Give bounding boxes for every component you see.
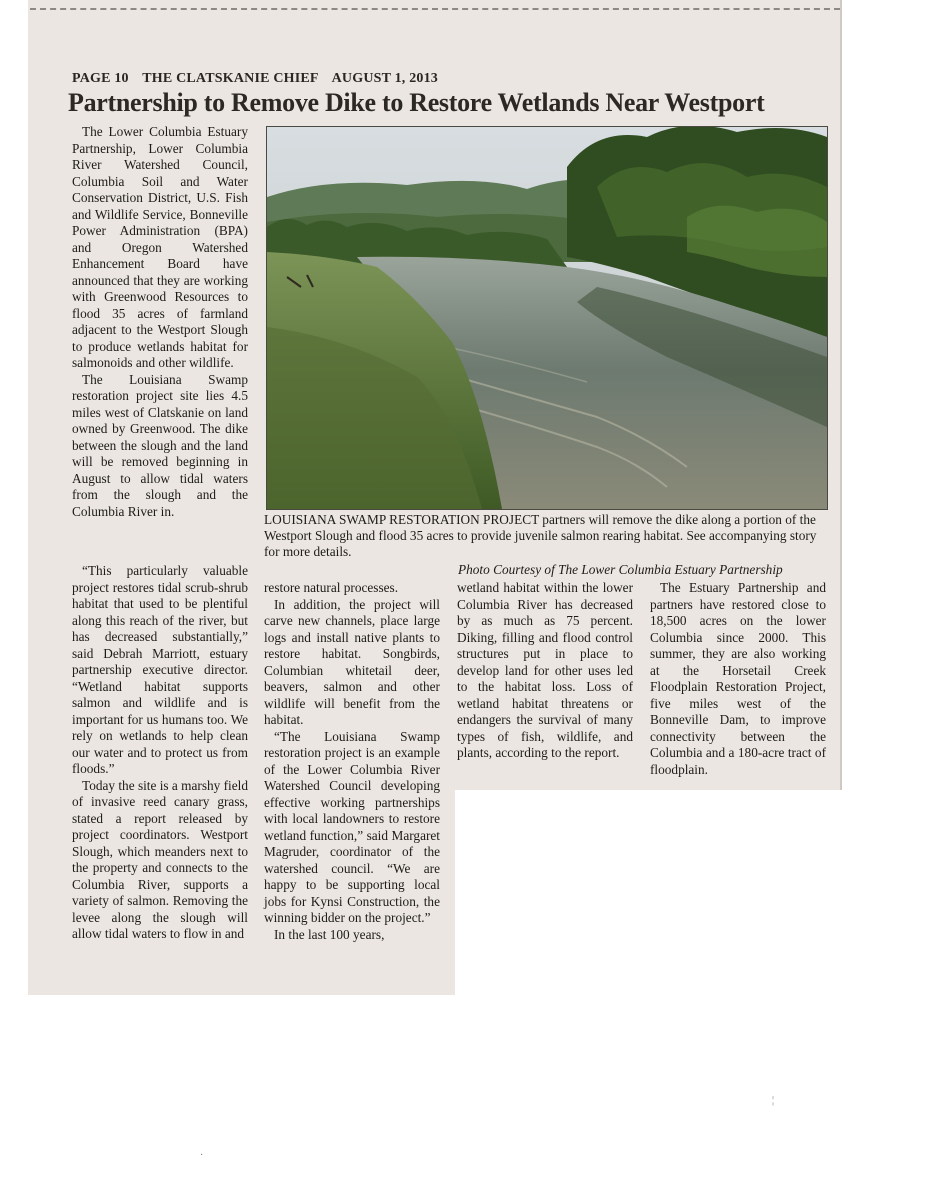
- clipping-right-edge: [840, 0, 842, 790]
- article-paragraph: “The Louisiana Swamp restoration project is an example of the Lower Columbia River Watershed Council developing effective working partnerships with local landowners to restore wetland function,” said Margaret Magruder, coordinator of the watershed council. “We are happy to be supporting local jobs for Kynsi Construction, the winning bidder on the project.”: [264, 728, 440, 925]
- article-paragraph: Today the site is a marshy field of invasive reed canary grass, stated a report released by project coordinators. Westport Slough, which meanders next to the property and connects to the Columbia River, supports a variety of salmon. Removing the levee along the slough will allow tidal waters to flow in and: [72, 777, 248, 941]
- page-number: PAGE 10: [72, 71, 129, 86]
- article-column-2: [264, 580, 440, 943]
- article-paragraph: In addition, the project will carve new channels, place large logs and install native plants to restore habitat. Songbirds, Columbian whitetail deer, beavers, salmon and other wildlife will benefit from the habitat.: [264, 596, 440, 727]
- scan-edge-line: [30, 8, 840, 12]
- scan-speck: ¦: [772, 1095, 775, 1106]
- article-paragraph: “This particularly valuable project restores tidal scrub-shrub habitat that used to be plentiful along this reach of the river, but has decreased substantially,” said Debrah Marriott, estuary partnership executive director. “Wetland habitat supports salmon and wildlife and is important for us humans too. We rely on wetlands to help clean our water and to protect us from floods.”: [72, 563, 248, 776]
- article-column-1-lower: [72, 563, 248, 943]
- article-paragraph: The Estuary Partnership and partners have restored close to 18,500 acres on the lower Columbia since 2000. This summer, they are also working at the Horsetail Creek Floodplain Restoration Project, five miles west of the Bonneville Dam, to improve connectivity between the Columbia and a 180-acre tract of floodplain.: [650, 580, 826, 777]
- article-column-4: [650, 580, 826, 778]
- article-paragraph: wetland habitat within the lower Columbia River has decreased by as much as 75 percent. Diking, filling and flood control structures put in place to develop land for other uses led to the habitat loss. Loss of wetland habitat threatens or endangers the survival of many types of fish, wildlife, and plants, according to the report.: [457, 580, 633, 760]
- scan-speck: ·: [200, 1150, 204, 1161]
- photo-caption: [264, 512, 828, 560]
- caption-title: LOUISIANA SWAMP RESTORATION PROJECT: [264, 512, 539, 527]
- article-column-1: [72, 124, 248, 520]
- article-paragraph: The Louisiana Swamp restoration project site lies 4.5 miles west of Clatskanie on land owned by Greenwood. The dike between the slough and the land will be removed beginning in August to allow tidal waters from the slough and the Columbia River in.: [72, 371, 248, 519]
- page-dateline: [72, 71, 448, 87]
- article-paragraph: restore natural processes.: [264, 580, 399, 595]
- publication-date: AUGUST 1, 2013: [331, 71, 439, 86]
- caption-text: partners will remove the dike along a portion of the Westport Slough and flood 35 acres to provide juvenile salmon rearing habitat. See accompanying story for more details.: [264, 512, 817, 559]
- newspaper-name: THE CLATSKANIE CHIEF: [142, 71, 319, 86]
- clipping-cutout: [455, 790, 842, 995]
- photo-credit: Photo Courtesy of The Lower Columbia Estuary Partnership: [458, 562, 783, 577]
- article-paragraph: The Lower Columbia Estuary Partnership, Lower Columbia River Watershed Council, Columbia Soil and Water Conservation District, U.S. Fish and Wildlife Service, Bonneville Power Administration (BPA) and Oregon Watershed Enhancement Board have announced that they are working with Greenwood Resources to flood 35 acres of farmland adjacent to the Westport Slough to produce wetlands habitat for salmonoids and other wildlife.: [72, 124, 248, 370]
- article-headline: Partnership to Remove Dike to Restore Wetlands Near Westport: [68, 88, 765, 117]
- article-column-3: [457, 580, 633, 762]
- river-landscape-photo: [266, 126, 828, 510]
- article-paragraph: In the last 100 years,: [274, 926, 385, 942]
